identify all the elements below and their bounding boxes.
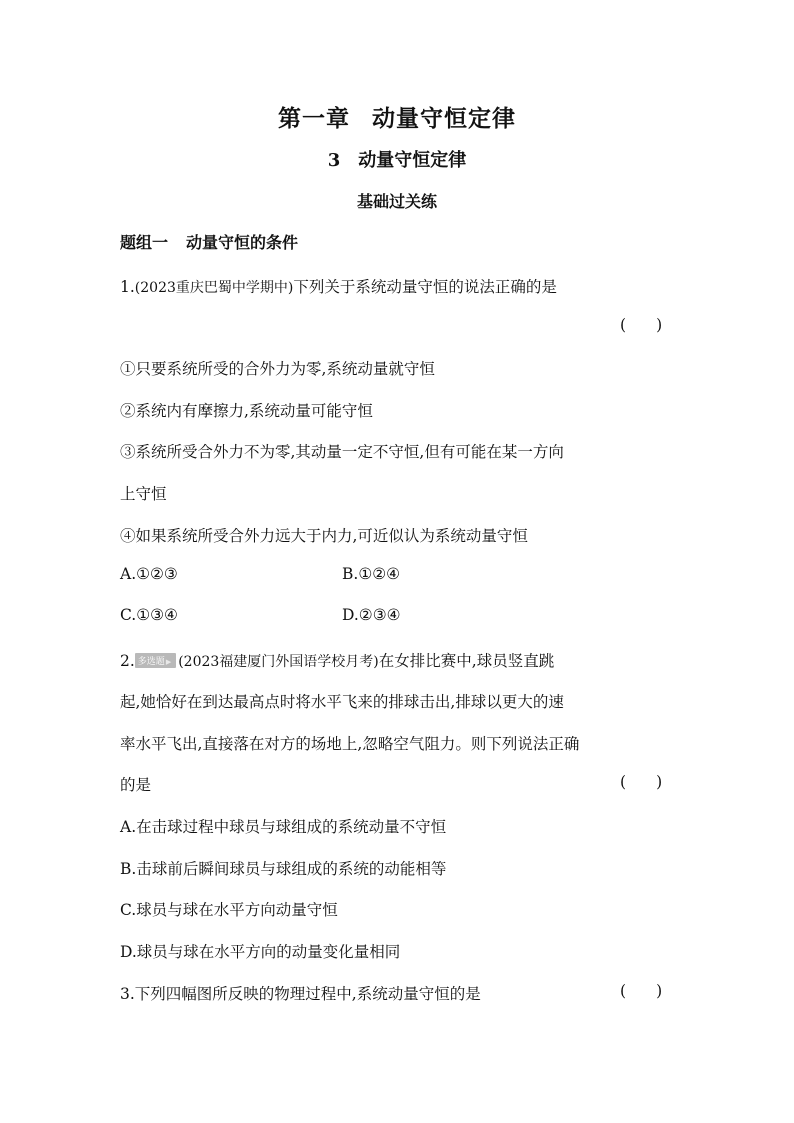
q1-stem [120, 275, 557, 297]
group-topic: 动量守恒的条件 [186, 233, 299, 252]
q1-number: 1. [120, 278, 135, 296]
q1-option-d: D.②③④ [342, 606, 401, 624]
q1-statement-1: ①只要系统所受的合外力为零,系统动量就守恒 [120, 360, 435, 378]
paren-open: ( [620, 982, 627, 1000]
q2-option-d: D.球员与球在水平方向的动量变化量相同 [120, 943, 401, 961]
q3-answer-blank [620, 982, 662, 1000]
q1-option-c: C.①③④ [120, 606, 178, 624]
q2-text-1: 在女排比赛中,球员竖直跳 [378, 652, 555, 670]
q1-option-b: B.①②④ [342, 565, 401, 583]
question-group-title [120, 230, 298, 253]
paren-close: ) [656, 316, 663, 334]
q1-text: 下列关于系统动量守恒的说法正确的是 [293, 278, 557, 296]
q2-stem-line-1 [120, 649, 554, 671]
q1-source: (2023重庆巴蜀中学期中) [134, 280, 294, 296]
paren-open: ( [620, 773, 627, 791]
q1-option-a: A.①②③ [120, 565, 178, 583]
q2-stem-line-3: 率水平飞出,直接落在对方的场地上,忽略空气阻力。则下列说法正确 [120, 735, 580, 753]
chapter-heading [0, 100, 794, 133]
q2-option-b: B.击球前后瞬间球员与球组成的系统的动能相等 [120, 860, 447, 878]
q2-option-c: C.球员与球在水平方向动量守恒 [120, 901, 338, 919]
section-heading [0, 146, 794, 172]
q3-text: 下列四幅图所反映的物理过程中,系统动量守恒的是 [134, 985, 481, 1003]
chapter-number: 第一章 [278, 105, 350, 132]
q2-stem-line-4: 的是 [120, 776, 152, 794]
group-label: 题组一 [120, 233, 169, 252]
chapter-title: 动量守恒定律 [372, 105, 516, 132]
paren-close: ) [656, 982, 663, 1000]
multi-choice-badge: 多选题 ▶ [135, 653, 176, 668]
paren-close: ) [656, 773, 663, 791]
paren-open: ( [620, 316, 627, 334]
section-number: 3 [327, 150, 341, 171]
q2-option-a: A.在击球过程中球员与球组成的系统动量不守恒 [120, 818, 447, 836]
q2-stem-line-2: 起,她恰好在到达最高点时将水平飞来的排球击出,排球以更大的速 [120, 693, 564, 711]
q1-statement-3: ③系统所受合外力不为零,其动量一定不守恒,但有可能在某一方向 [120, 443, 564, 461]
q2-source: (2023福建厦门外国语学校月考) [178, 654, 379, 670]
q2-answer-blank [620, 773, 662, 791]
section-title: 动量守恒定律 [358, 150, 467, 171]
q1-statement-4: ④如果系统所受合外力远大于内力,可近似认为系统动量守恒 [120, 527, 528, 545]
q1-statement-3-cont: 上守恒 [120, 485, 167, 503]
q3-number: 3. [120, 985, 135, 1003]
q1-statement-2: ②系统内有摩擦力,系统动量可能守恒 [120, 402, 373, 420]
q2-number: 2. [120, 652, 135, 670]
exercise-subtitle: 基础过关练 [356, 192, 437, 211]
q1-answer-blank [620, 316, 662, 334]
q3-stem [120, 982, 481, 1004]
